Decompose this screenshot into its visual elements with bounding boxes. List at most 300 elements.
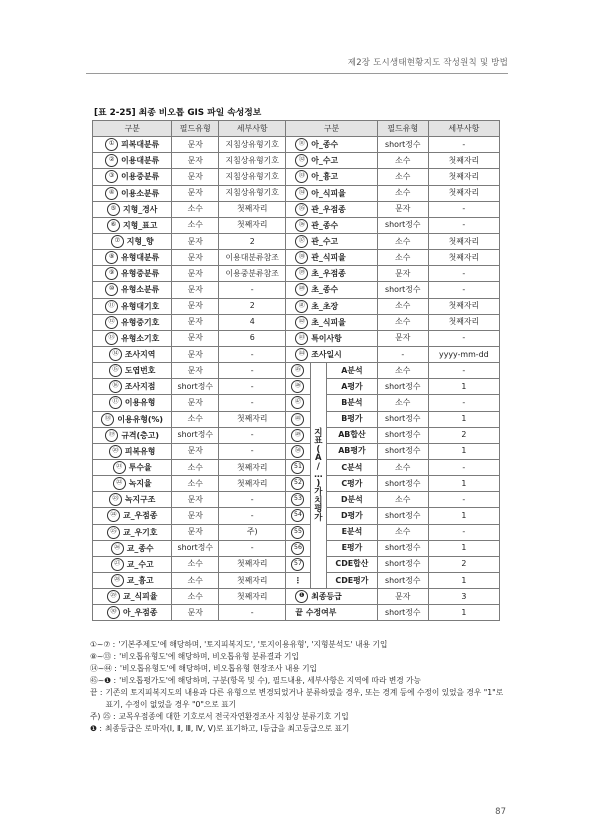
right-field-type-cell: 소수: [377, 395, 428, 411]
left-detail-cell: 주): [219, 524, 286, 540]
right-marker-cell: [286, 508, 310, 524]
left-category-cell: [93, 185, 172, 201]
left-field-type-cell: 소수: [172, 201, 219, 217]
row-number-marker: ①: [105, 138, 118, 151]
row-number-marker: ⑯: [109, 380, 122, 393]
right-detail-cell: 2: [428, 427, 499, 443]
left-field-type-cell: 소수: [172, 411, 219, 427]
left-detail-cell: 2: [219, 233, 286, 249]
field-name: 유형소기호: [121, 333, 160, 343]
left-category-cell: [93, 330, 172, 346]
table-row: [93, 508, 500, 524]
table-row: [93, 395, 500, 411]
left-category-cell: [93, 492, 172, 508]
group-label-char: 지: [314, 427, 323, 438]
right-field-type-cell: 소수: [377, 363, 428, 379]
right-field-type-cell: 문자: [377, 589, 428, 605]
right-field-type-cell: short정수: [377, 137, 428, 153]
note-item: [90, 675, 510, 687]
table-row: [93, 605, 500, 621]
left-field-type-cell: 소수: [172, 476, 219, 492]
header-category-right: 구분: [286, 121, 378, 137]
left-category-cell: [93, 266, 172, 282]
field-name: 조사일시: [311, 350, 342, 360]
row-number-marker: ㊸: [295, 332, 308, 345]
field-name: 녹지율: [128, 479, 152, 489]
right-field-type-cell: 소수: [377, 314, 428, 330]
left-detail-cell: 지침상유형기호: [219, 185, 286, 201]
right-category-name-cell: D평가: [326, 508, 377, 524]
table-row: [93, 250, 500, 266]
table-row: [93, 201, 500, 217]
note-key: ㊺~❶ :: [90, 675, 117, 685]
field-name: 이용소분류: [121, 188, 160, 198]
left-category-cell: [93, 169, 172, 185]
right-detail-cell: 1: [428, 540, 499, 556]
right-detail-cell: 1: [428, 572, 499, 588]
right-detail-cell: 첫째자리: [428, 250, 499, 266]
row-number-marker: ㉓: [109, 493, 122, 506]
note-item: [90, 651, 510, 663]
right-category-name-cell: B분석: [326, 395, 377, 411]
field-name: 피복유형: [124, 446, 156, 456]
field-name: 규격(층고): [121, 430, 160, 440]
row-number-marker: ⑪: [105, 300, 118, 313]
left-detail-cell: 지침상유형기호: [219, 153, 286, 169]
note-item: [90, 723, 510, 735]
right-detail-cell: -: [428, 201, 499, 217]
left-field-type-cell: 문자: [172, 492, 219, 508]
left-detail-cell: -: [219, 395, 286, 411]
header-field-type-right: 필드유형: [377, 121, 428, 137]
left-detail-cell: -: [219, 282, 286, 298]
right-detail-cell: -: [428, 459, 499, 475]
left-category-cell: [93, 137, 172, 153]
indicator-evaluation-group-label: [310, 363, 326, 589]
left-field-type-cell: 문자: [172, 314, 219, 330]
left-field-type-cell: 문자: [172, 443, 219, 459]
table-row: [93, 556, 500, 572]
left-category-cell: [93, 379, 172, 395]
field-name: 지형_표고: [122, 220, 158, 230]
left-category-cell: [93, 298, 172, 314]
left-field-type-cell: 문자: [172, 233, 219, 249]
right-category-name-cell: AB합산: [326, 427, 377, 443]
table-row: [93, 492, 500, 508]
left-detail-cell: -: [219, 540, 286, 556]
right-field-type-cell: 소수: [377, 492, 428, 508]
group-label-char: /: [316, 461, 320, 472]
right-field-type-cell: short정수: [377, 556, 428, 572]
right-category-cell: [286, 185, 378, 201]
right-field-type-cell: short정수: [377, 476, 428, 492]
left-category-cell: [93, 427, 172, 443]
left-detail-cell: 첫째자리: [219, 572, 286, 588]
row-number-marker: ③: [105, 170, 118, 183]
note-text: '비오톱유형도'에 해당하며, 비오톱유형 현장조사 내용 기입: [119, 663, 317, 673]
row-number-marker: ㊺: [291, 364, 304, 377]
row-number-marker: ㊿: [291, 445, 304, 458]
row-number-marker: 57: [291, 558, 304, 571]
field-name: 조사지점: [124, 382, 156, 392]
field-name: 초_종수: [311, 285, 339, 295]
group-label-char: A: [315, 453, 322, 464]
right-field-type-cell: short정수: [377, 443, 428, 459]
right-detail-cell: 1: [428, 476, 499, 492]
table-title: 최종 비오톱 GIS 파일 속성정보: [138, 108, 262, 118]
right-category-cell: [286, 605, 378, 621]
right-detail-cell: 1: [428, 508, 499, 524]
note-text: '기본주제도'에 해당하며, '토지피복지도', '토지이용유형', '지형분석도' 내용 기입: [118, 640, 388, 649]
note-key: 끝 :: [90, 687, 103, 697]
table-row: [93, 137, 500, 153]
left-detail-cell: -: [219, 443, 286, 459]
row-number-marker: ⑱: [101, 413, 114, 426]
group-label-char: 가: [314, 512, 323, 523]
left-detail-cell: 지침상유형기호: [219, 137, 286, 153]
right-category-cell: [286, 346, 378, 362]
right-field-type-cell: short정수: [377, 540, 428, 556]
left-field-type-cell: 문자: [172, 524, 219, 540]
table-row: [93, 572, 500, 588]
row-number-marker: ⑭: [109, 348, 122, 361]
left-category-cell: [93, 314, 172, 330]
left-category-cell: [93, 411, 172, 427]
field-name: 유형대기호: [121, 301, 160, 311]
field-name: 녹지구조: [124, 495, 156, 505]
table-row: [93, 185, 500, 201]
left-detail-cell: -: [219, 427, 286, 443]
row-number-marker: 51: [291, 461, 304, 474]
field-name: 아_식피율: [311, 188, 346, 198]
right-field-type-cell: short정수: [377, 572, 428, 588]
right-detail-cell: -: [428, 363, 499, 379]
header-detail-right: 세부사항: [428, 121, 499, 137]
field-name: 교_식피율: [122, 592, 158, 602]
note-item: [90, 687, 510, 711]
left-field-type-cell: 소수: [172, 556, 219, 572]
right-field-type-cell: 소수: [377, 250, 428, 266]
note-text: 기존의 토지피복지도의 내용과 다른 유형으로 변경되었거나 분류하였을 경우, 또는 경계 등에 수정이 있었을 경우 "1"로 표기, 수정이 없었을 경우 "0"으로 표기: [105, 687, 504, 709]
left-category-cell: [93, 476, 172, 492]
table-row: [93, 346, 500, 362]
field-name: 아_우점종: [122, 608, 158, 618]
note-key: ⑭~㊹ :: [90, 663, 117, 673]
right-marker-cell: [286, 395, 310, 411]
right-field-type-cell: short정수: [377, 605, 428, 621]
left-detail-cell: 첫째자리: [219, 556, 286, 572]
row-number-marker: ⑬: [105, 332, 118, 345]
right-category-cell: [286, 330, 378, 346]
note-item: [90, 711, 510, 723]
row-number-marker: ㊷: [295, 316, 308, 329]
right-category-cell: [286, 250, 378, 266]
table-number: [표 2-25]: [94, 108, 136, 118]
row-number-marker: ㉒: [113, 477, 126, 490]
right-marker-cell: [286, 524, 310, 540]
field-name: 교_종수: [126, 543, 154, 553]
row-number-marker: 54: [291, 509, 304, 522]
header-category-left: 구분: [93, 121, 172, 137]
field-name: 관_종수: [311, 220, 339, 230]
left-field-type-cell: 소수: [172, 459, 219, 475]
right-marker-cell: [286, 476, 310, 492]
row-number-marker: ㉔: [107, 509, 120, 522]
right-field-type-cell: 문자: [377, 201, 428, 217]
field-name: 아_흉고: [311, 172, 339, 182]
right-category-cell: [286, 589, 378, 605]
left-category-cell: [93, 282, 172, 298]
right-field-type-cell: short정수: [377, 411, 428, 427]
row-number-marker: ⑩: [105, 283, 118, 296]
table-row: [93, 459, 500, 475]
row-number-marker: ㊶: [295, 300, 308, 313]
right-detail-cell: -: [428, 282, 499, 298]
row-number-marker: ⑰: [109, 396, 122, 409]
row-number-marker: ㉖: [111, 542, 124, 555]
left-field-type-cell: 문자: [172, 508, 219, 524]
field-name: 피복대분류: [121, 140, 160, 150]
left-detail-cell: 지침상유형기호: [219, 169, 286, 185]
right-marker-cell: [286, 443, 310, 459]
right-detail-cell: yyyy-mm-dd: [428, 346, 499, 362]
right-marker-cell: [286, 363, 310, 379]
right-field-type-cell: short정수: [377, 282, 428, 298]
left-category-cell: [93, 540, 172, 556]
left-field-type-cell: 문자: [172, 137, 219, 153]
row-number-marker: ⑫: [105, 316, 118, 329]
note-key: ①~⑦ :: [90, 640, 116, 649]
field-name: 특이사항: [311, 333, 342, 343]
right-field-type-cell: 소수: [377, 169, 428, 185]
right-detail-cell: 첫째자리: [428, 169, 499, 185]
row-number-marker: ㊹: [295, 348, 308, 361]
right-field-type-cell: 소수: [377, 524, 428, 540]
row-number-marker: ⑤: [107, 203, 120, 216]
note-text: 교목우점종에 대한 기호로서 전국자연환경조사 지침상 분류기호 기입: [118, 711, 349, 721]
field-name: 유형중기호: [121, 317, 160, 327]
field-name: 유형소분류: [121, 285, 160, 295]
right-field-type-cell: 문자: [377, 330, 428, 346]
group-label-char: 평: [314, 504, 323, 515]
field-name: 초_식피율: [311, 317, 346, 327]
row-number-marker: 끝: [295, 607, 303, 617]
left-field-type-cell: short정수: [172, 540, 219, 556]
field-name: 수정여부: [305, 607, 337, 617]
table-row: [93, 379, 500, 395]
right-field-type-cell: -: [377, 346, 428, 362]
left-category-cell: [93, 524, 172, 540]
right-detail-cell: -: [428, 492, 499, 508]
table-row: [93, 169, 500, 185]
left-detail-cell: 6: [219, 330, 286, 346]
field-name: 이용대분류: [121, 156, 160, 166]
left-detail-cell: -: [219, 605, 286, 621]
group-label-char: 가: [314, 487, 323, 498]
left-category-cell: [93, 508, 172, 524]
note-text: '비오톱평가도'에 해당하며, 구분(항목 및 수), 필드내용, 세부사항은 지역에 따라 변경 가능: [119, 675, 421, 685]
right-field-type-cell: 소수: [377, 153, 428, 169]
left-field-type-cell: 문자: [172, 346, 219, 362]
row-number-marker: 55: [291, 526, 304, 539]
table-row: [93, 330, 500, 346]
table-row: [93, 363, 500, 379]
note-key: ❶ :: [90, 723, 102, 733]
left-category-cell: [93, 395, 172, 411]
left-detail-cell: -: [219, 508, 286, 524]
row-number-marker: ㊽: [291, 413, 304, 426]
field-name: 아_수고: [311, 156, 339, 166]
note-key: ⑧~⑬ :: [90, 651, 117, 661]
left-category-cell: [93, 572, 172, 588]
header-field-type-left: 필드유형: [172, 121, 219, 137]
note-key: 주) ㉕ :: [90, 711, 116, 721]
right-category-name-cell: AB평가: [326, 443, 377, 459]
left-category-cell: [93, 250, 172, 266]
table-row: [93, 314, 500, 330]
right-category-cell: [286, 233, 378, 249]
right-detail-cell: 1: [428, 605, 499, 621]
left-category-cell: [93, 201, 172, 217]
table-row: [93, 233, 500, 249]
note-text: 최종등급은 로마자(Ⅰ, Ⅱ, Ⅲ, Ⅳ, Ⅴ)로 표기하고, Ⅰ등급을 최고등급으로 표기: [104, 723, 350, 733]
right-field-type-cell: 소수: [377, 298, 428, 314]
table-row: [93, 282, 500, 298]
row-number-marker: ❶: [295, 590, 308, 603]
field-name: 초_우점종: [311, 269, 346, 279]
row-number-marker: ④: [105, 187, 118, 200]
left-category-cell: [93, 459, 172, 475]
field-name: 관_식피율: [311, 253, 346, 263]
right-detail-cell: -: [428, 524, 499, 540]
right-category-name-cell: C분석: [326, 459, 377, 475]
group-label-char: (: [316, 444, 321, 455]
left-detail-cell: -: [219, 492, 286, 508]
row-number-marker: 52: [291, 477, 304, 490]
right-marker-cell: [286, 427, 310, 443]
row-number-marker: ㉙: [107, 590, 120, 603]
chapter-header: 제2장 도시생태현황지도 작성원칙 및 방법: [347, 58, 508, 68]
left-detail-cell: -: [219, 363, 286, 379]
right-detail-cell: 1: [428, 443, 499, 459]
left-field-type-cell: 문자: [172, 153, 219, 169]
right-detail-cell: 첫째자리: [428, 153, 499, 169]
right-category-name-cell: CDE평가: [326, 572, 377, 588]
right-field-type-cell: short정수: [377, 508, 428, 524]
left-detail-cell: 이용중분류참조: [219, 266, 286, 282]
row-number-marker: ㉝: [295, 170, 308, 183]
field-name: 지형_향: [126, 237, 154, 247]
row-number-marker: ㉗: [111, 558, 124, 571]
right-category-name-cell: C평가: [326, 476, 377, 492]
table-row: [93, 524, 500, 540]
right-field-type-cell: short정수: [377, 379, 428, 395]
header-detail-left: 세부사항: [219, 121, 286, 137]
left-field-type-cell: 소수: [172, 589, 219, 605]
group-label-char: ): [316, 478, 321, 489]
left-category-cell: [93, 217, 172, 233]
right-detail-cell: 첫째자리: [428, 314, 499, 330]
left-category-cell: [93, 605, 172, 621]
table-header-row: [93, 121, 500, 137]
left-detail-cell: 첫째자리: [219, 217, 286, 233]
left-detail-cell: 이용대분류참조: [219, 250, 286, 266]
row-number-marker: ㊴: [295, 267, 308, 280]
table-row: [93, 443, 500, 459]
left-field-type-cell: 문자: [172, 282, 219, 298]
left-category-cell: [93, 589, 172, 605]
row-number-marker: ⑧: [105, 251, 118, 264]
left-field-type-cell: 문자: [172, 330, 219, 346]
row-number-marker: ㊾: [291, 429, 304, 442]
left-category-cell: [93, 153, 172, 169]
row-number-marker: ②: [105, 154, 118, 167]
field-name: 지형_경사: [122, 204, 158, 214]
row-number-marker: ⋮: [294, 575, 302, 585]
left-category-cell: [93, 363, 172, 379]
row-number-marker: ㉕: [107, 526, 120, 539]
right-category-cell: [286, 217, 378, 233]
right-category-cell: [286, 153, 378, 169]
field-name: 교_우점종: [122, 511, 158, 521]
right-detail-cell: 2: [428, 556, 499, 572]
right-detail-cell: 첫째자리: [428, 298, 499, 314]
row-number-marker: ⑦: [111, 235, 124, 248]
left-category-cell: [93, 443, 172, 459]
left-category-cell: [93, 346, 172, 362]
right-detail-cell: -: [428, 137, 499, 153]
right-detail-cell: 1: [428, 411, 499, 427]
row-number-marker: ㉑: [113, 461, 126, 474]
field-name: 도엽번호: [124, 366, 156, 376]
table-row: [93, 411, 500, 427]
row-number-marker: ㉟: [295, 203, 308, 216]
row-number-marker: ㊳: [295, 251, 308, 264]
row-number-marker: ⑥: [107, 219, 120, 232]
right-category-name-cell: A분석: [326, 363, 377, 379]
right-marker-cell: [286, 459, 310, 475]
left-detail-cell: -: [219, 379, 286, 395]
right-category-cell: [286, 137, 378, 153]
field-name: 유형대분류: [121, 253, 160, 263]
field-name: 아_종수: [311, 140, 339, 150]
row-number-marker: ⑮: [109, 364, 122, 377]
row-number-marker: ㊲: [295, 235, 308, 248]
right-field-type-cell: 소수: [377, 459, 428, 475]
note-item: [90, 663, 510, 675]
row-number-marker: ㉛: [295, 138, 308, 151]
field-name: 관_수고: [311, 237, 339, 247]
row-number-marker: ㊻: [291, 380, 304, 393]
table-row: [93, 589, 500, 605]
left-field-type-cell: 문자: [172, 185, 219, 201]
right-category-cell: [286, 282, 378, 298]
right-field-type-cell: 문자: [377, 266, 428, 282]
row-number-marker: ㉜: [295, 154, 308, 167]
field-name: 최종등급: [311, 592, 342, 602]
right-detail-cell: 첫째자리: [428, 185, 499, 201]
note-text: '비오톱유형도'에 해당하며, 비오톱유형 분류결과 기입: [119, 651, 299, 661]
left-field-type-cell: short정수: [172, 427, 219, 443]
left-category-cell: [93, 556, 172, 572]
right-field-type-cell: 소수: [377, 233, 428, 249]
left-field-type-cell: 문자: [172, 266, 219, 282]
right-category-cell: [286, 298, 378, 314]
right-detail-cell: -: [428, 330, 499, 346]
right-category-name-cell: CDE합산: [326, 556, 377, 572]
right-category-name-cell: E평가: [326, 540, 377, 556]
row-number-marker: ㉘: [111, 574, 124, 587]
